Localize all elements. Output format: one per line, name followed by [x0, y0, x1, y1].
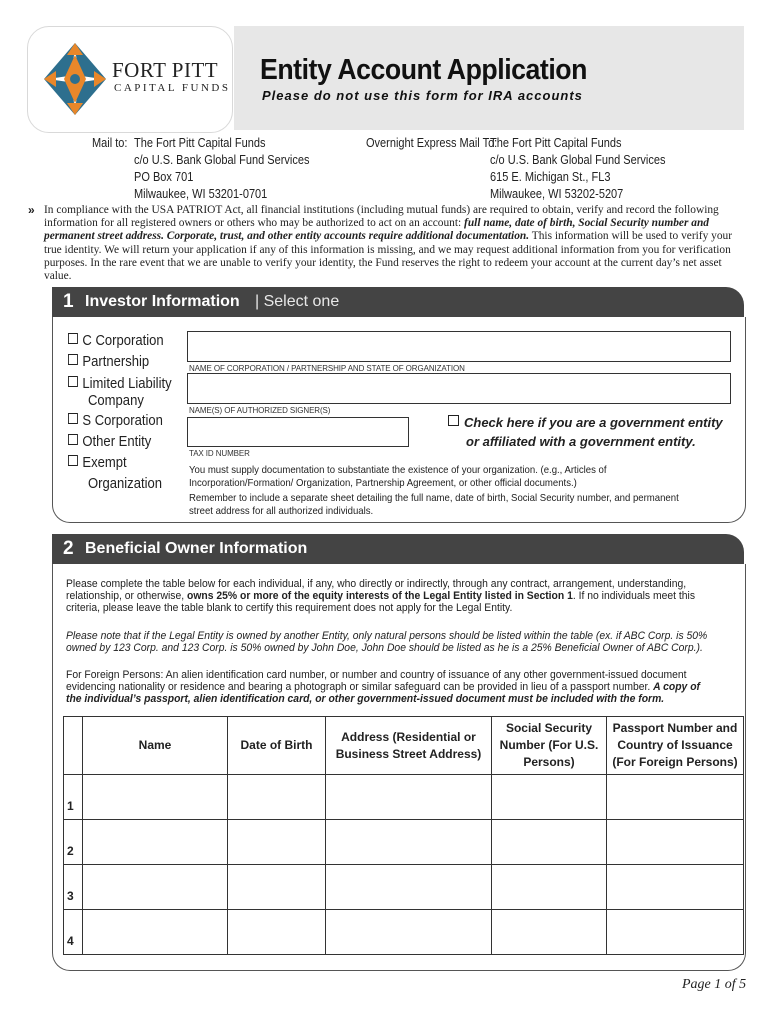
ssn-cell[interactable]	[492, 865, 607, 910]
fort-pitt-logo-icon	[42, 41, 108, 117]
logo-name: FORT PITT	[112, 58, 219, 82]
beneficial-owner-table	[63, 716, 744, 955]
tax-id-label: TAX ID NUMBER	[189, 449, 250, 458]
page-subtitle: Please do not use this form for IRA accounts	[262, 88, 583, 103]
overnight-label: Overnight Express Mail To:	[366, 136, 498, 150]
logo	[27, 26, 233, 133]
checkbox[interactable]	[68, 376, 78, 387]
row-number: 3	[64, 865, 83, 910]
row-number: 1	[64, 775, 83, 820]
checkbox[interactable]	[68, 413, 78, 424]
checkbox[interactable]	[68, 434, 78, 445]
section1-subtitle: | Select one	[255, 293, 340, 310]
beneficial-owner-instructions	[66, 578, 709, 614]
name-cell[interactable]	[83, 775, 228, 820]
title-band	[234, 26, 744, 130]
dob-cell[interactable]	[228, 775, 326, 820]
name-cell[interactable]	[83, 910, 228, 955]
ssn-cell[interactable]	[492, 775, 607, 820]
authorized-signers-input[interactable]	[187, 373, 731, 404]
address-cell[interactable]	[326, 820, 492, 865]
checkbox[interactable]	[68, 354, 78, 365]
header-date-of-birth: Date of Birth	[228, 717, 326, 775]
header-address: Address (Residential or Business Street Address)	[326, 717, 492, 775]
corporation-name-input[interactable]	[187, 331, 731, 362]
dob-cell[interactable]	[228, 910, 326, 955]
documentation-note: You must supply documentation to substantiate the existence of your organization. (e.g., Articles of Incorporation/Formation/ Organization, Partnership Agreement, or other official documents.)	[189, 465, 607, 489]
name-cell[interactable]	[83, 865, 228, 910]
corporation-name-label: NAME OF CORPORATION / PARTNERSHIP AND STATE OF ORGANIZATION	[189, 364, 465, 373]
option-c-corporation[interactable]	[68, 333, 164, 350]
address-cell[interactable]	[326, 775, 492, 820]
foreign-bold: A copy of the individual’s passport, alien identification card, or other government-issued document must be included with the form.	[66, 681, 700, 705]
checkbox[interactable]	[448, 415, 459, 426]
option-exempt-line2: Organization	[88, 476, 162, 492]
table-header-row	[64, 717, 744, 775]
option-label: S Corporation	[82, 413, 163, 429]
government-entity-option[interactable]	[448, 413, 723, 451]
passport-cell[interactable]	[607, 820, 744, 865]
option-partnership[interactable]	[68, 354, 149, 371]
authorized-signers-label: NAME(S) OF AUTHORIZED SIGNER(S)	[189, 406, 331, 415]
compliance-text: In compliance with the USA PATRIOT Act, all financial institutions (including mutual funds) are required to obtain, verify and record the following information for all registered owners or others who may be authorized to act on an account:	[44, 204, 719, 230]
table-row	[64, 910, 744, 955]
mail-line: PO Box 701	[134, 170, 194, 184]
overnight-line: 615 E. Michigan St., FL3	[490, 170, 611, 184]
compliance-paragraph	[44, 204, 734, 283]
option-llc[interactable]	[68, 376, 172, 393]
header-passport: Passport Number and Country of Issuance (For Foreign Persons)	[607, 717, 744, 775]
table-row	[64, 775, 744, 820]
option-label: Partnership	[82, 354, 150, 370]
row-number: 2	[64, 820, 83, 865]
table-row	[64, 865, 744, 910]
section1-header	[52, 287, 744, 317]
overnight-line: c/o U.S. Bank Global Fund Services	[490, 153, 666, 167]
checkbox[interactable]	[68, 333, 78, 344]
header-row-number	[64, 717, 83, 775]
overnight-line: The Fort Pitt Capital Funds	[490, 136, 622, 150]
mail-to-address	[134, 135, 309, 203]
option-llc-line2: Company	[88, 393, 144, 409]
instructions-text-end: . If no individuals meet this criteria, please leave the table blank to certify this requirement does not apply for the Legal Entity.	[66, 590, 696, 614]
compliance-bold-text: full name, date of birth, Social Security number and permanent street address. Corporate, trust, and other entity accounts require additional documentation.	[44, 217, 709, 243]
ssn-cell[interactable]	[492, 820, 607, 865]
option-label: C Corporation	[82, 333, 164, 349]
row-number: 4	[64, 910, 83, 955]
mail-line: c/o U.S. Bank Global Fund Services	[134, 153, 310, 167]
header-name: Name	[83, 717, 228, 775]
address-cell[interactable]	[326, 865, 492, 910]
section2-title: Beneficial Owner Information	[85, 540, 308, 557]
mail-line: Milwaukee, WI 53201-0701	[134, 187, 268, 201]
option-other-entity[interactable]	[68, 434, 151, 451]
signer-details-note: Remember to include a separate sheet detailing the full name, date of birth, Social Security number, and permanent street address for all authorized individuals.	[189, 493, 679, 517]
overnight-line: Milwaukee, WI 53202-5207	[490, 187, 624, 201]
option-label: Other Entity	[82, 434, 152, 450]
mail-to-label: Mail to:	[92, 136, 128, 150]
option-label: Exempt	[82, 455, 127, 471]
passport-cell[interactable]	[607, 865, 744, 910]
option-label: Limited Liability	[82, 376, 172, 392]
option-s-corporation[interactable]	[68, 413, 163, 430]
dob-cell[interactable]	[228, 865, 326, 910]
foreign-persons-note	[66, 669, 709, 705]
section1-number: 1	[63, 291, 74, 312]
government-line2: or affiliated with a government entity.	[466, 434, 696, 449]
foreign-text: For Foreign Persons: An alien identification card number, or number and country of issuance of any other government-issued document evidencing nationality or residence and bearing a photograph or similar safeguard can be provided in lieu of a passport number.	[66, 669, 687, 693]
instructions-text: Please complete the table below for each individual, if any, who directly or indirectly, through any contract, arrangement, understanding, relationship, or otherwise,	[66, 578, 687, 602]
logo-subtitle: CAPITAL FUNDS	[114, 82, 231, 94]
page-title: Entity Account Application	[260, 54, 587, 86]
section2-header	[52, 534, 744, 564]
instructions-bold: owns 25% or more of the equity interests of the Legal Entity listed in Section 1	[186, 590, 573, 602]
checkbox[interactable]	[68, 455, 78, 466]
chevron-icon: »	[28, 203, 35, 217]
ssn-cell[interactable]	[492, 910, 607, 955]
passport-cell[interactable]	[607, 775, 744, 820]
table-row	[64, 820, 744, 865]
legal-entity-note: Please note that if the Legal Entity is owned by another Entity, only natural persons should be listed within the table (ex. if ABC Corp. is 50% owned by 123 Corp. and 123 Corp. is 50% owned by John Doe, John Doe should be listed as he is a 25% Beneficial Owner of ABC Corp.).	[66, 630, 708, 654]
option-exempt[interactable]	[68, 455, 127, 472]
page-number: Page 1 of 5	[682, 977, 747, 992]
address-cell[interactable]	[326, 910, 492, 955]
header-ssn: Social Security Number (For U.S. Persons)	[492, 717, 607, 775]
section1-title: Investor Information	[85, 293, 240, 310]
overnight-address	[490, 135, 665, 203]
compliance-text-end: This information will be used to verify your true identity. We will return your application if any of this information is missing, and we may request additional information from you for verification purposes. In the rare event that we are unable to verify your identity, the Fund reserves the right to redeem your account at the current day’s net asset value.	[44, 230, 732, 283]
tax-id-input[interactable]	[187, 417, 409, 447]
government-line1: Check here if you are a government entity	[464, 415, 723, 430]
section2-number: 2	[63, 538, 74, 559]
passport-cell[interactable]	[607, 910, 744, 955]
mail-line: The Fort Pitt Capital Funds	[134, 136, 266, 150]
name-cell[interactable]	[83, 820, 228, 865]
dob-cell[interactable]	[228, 820, 326, 865]
